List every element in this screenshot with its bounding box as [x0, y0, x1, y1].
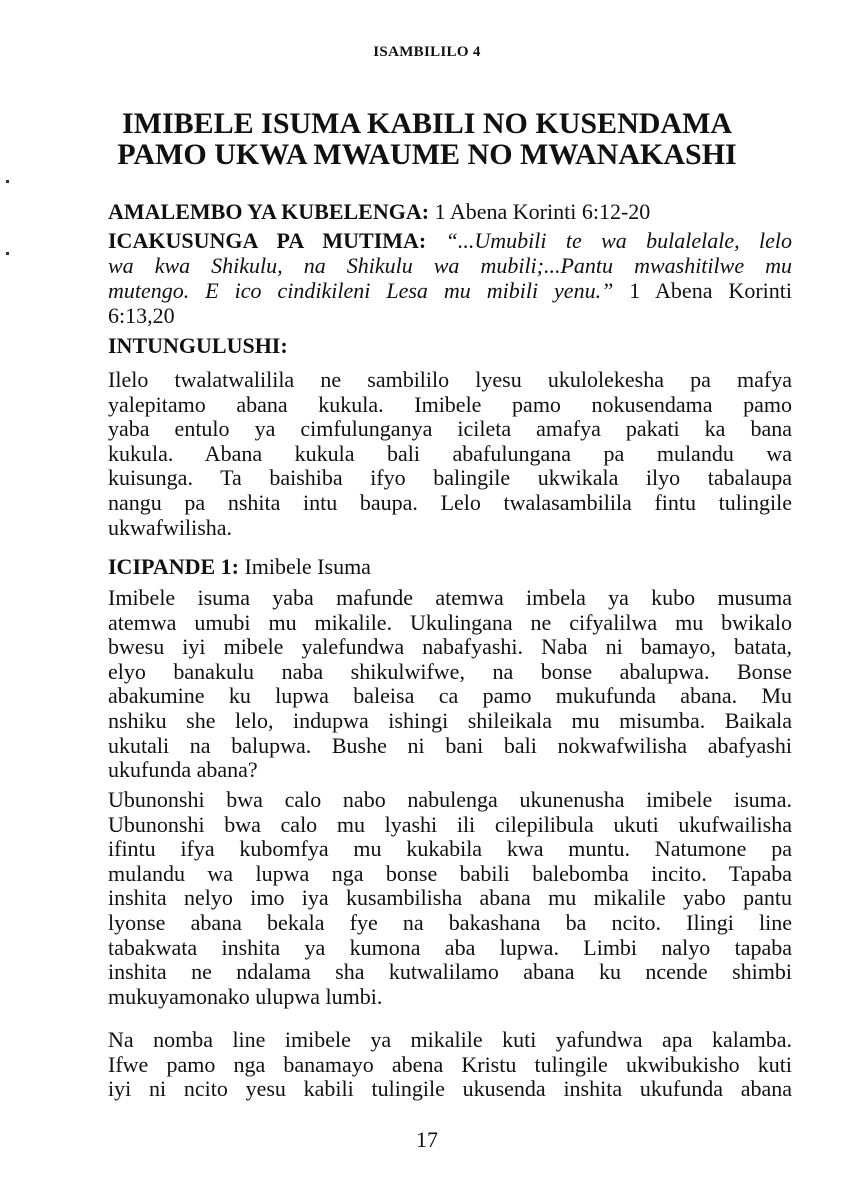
- running-head: ISAMBILILO 4: [373, 44, 481, 60]
- chapter-title: [0, 108, 854, 170]
- text-line: ukwafwilisha.: [108, 514, 233, 540]
- text-line: Imibele isuma yaba mafunde atemwa imbela ya kubo musuma: [108, 585, 792, 610]
- text-line: Na nomba line imibele ya mikalile kuti yafundwa apa kalamba.: [108, 1027, 792, 1052]
- text-line: elyo banakulu naba shikulwifwe, na bonse abalupwa. Bonse: [108, 658, 792, 684]
- memory-verse-ref: 1 Abena Korinti: [613, 278, 792, 303]
- text-line: tabakwata inshita ya kumona aba lupwa. Limbi nalyo tapaba: [108, 934, 792, 960]
- paragraph-4: [108, 1028, 792, 1102]
- text-line: kuisunga. Ta baishiba ifyo balingile ukwikala ilyo tabalaupa: [108, 465, 792, 491]
- text-line: atemwa umubi mu mikalile. Ukulingana ne cifyalilwa mu bwikalo: [108, 609, 792, 635]
- text-line: lyonse abana bekala fye na bakashana ba ncito. Ilingi line: [108, 909, 792, 935]
- text-line: kukula. Abana kukula bali abafulungana pa mulandu wa: [108, 440, 792, 466]
- text-line: ukutali na balupwa. Bushe ni bani bali nokwafwilisha abafyashi: [108, 732, 792, 758]
- text-line: yaba entulo ya cimfulunganya icileta amafya pakati ka bana: [108, 416, 792, 442]
- intro-paragraph: [108, 368, 792, 540]
- chapter-title-line: IMIBELE ISUMA KABILI NO KUSENDAMA: [121, 107, 733, 140]
- memory-verse-text: wa kwa Shikulu, na Shikulu wa mubili;...Pantu mwashitilwe mu: [108, 253, 792, 278]
- text-line: inshita nelyo imo iya kusambilisha abana mu mikalile yabo pantu: [108, 885, 792, 911]
- text-line: Ubunonshi bwa calo nabo nabulenga ukunenusha imibele isuma.: [108, 787, 792, 812]
- chapter-title-line: PAMO UKWA MWAUME NO MWANAKASHI: [117, 138, 737, 171]
- text-line: mulandu wa lupwa nga bonse babili balebomba incito. Tapaba: [108, 860, 792, 886]
- text-line: iyi ni ncito yesu kabili tulingile ukusenda inshita ukufunda abana: [108, 1076, 792, 1102]
- text-line: yalepitamo abana kukula. Imibele pamo nokusendama pamo: [108, 391, 792, 417]
- text-line: Ifwe pamo nga banamayo abena Kristu tulingile ukwibukisho kuti: [108, 1051, 792, 1077]
- memory-verse-text: mutengo. E ico cindikileni Lesa mu mibili yenu.”: [108, 278, 614, 303]
- text-line: inshita ne ndalama sha kutwalilamo abana ku ncende shimbi: [108, 959, 792, 985]
- memory-verse-label: ICAKUSUNGA PA MUTIMA:: [108, 228, 427, 253]
- reading-label: AMALEMBO YA KUBELENGA:: [108, 199, 430, 224]
- memory-verse-text: “...Umubili te wa bulalelale, lelo: [426, 228, 792, 253]
- paragraph-2: [108, 586, 792, 783]
- section-heading: [108, 554, 792, 579]
- text-line: abakumine ku lupwa baleisa ca pamo mukufunda abana. Mu: [108, 683, 792, 709]
- reading-value: 1 Abena Korinti 6:12-20: [429, 199, 651, 224]
- text-line: Ubunonshi bwa calo mu lyashi ili cilepilibula ukuti ukufwailisha: [108, 811, 792, 837]
- section-label: ICIPANDE 1:: [108, 554, 239, 579]
- intro-heading: [108, 333, 792, 358]
- text-line: mukuyamonako ulupwa lumbi.: [108, 983, 383, 1009]
- intro-heading-text: INTUNGULUSHI:: [108, 333, 288, 358]
- text-line: ifintu ifya kubomfya mu kukabila kwa muntu. Natumone pa: [108, 836, 792, 862]
- text-line: Ilelo twalatwalilila ne sambililo lyesu ukulolekesha pa mafya: [108, 367, 792, 392]
- paragraph-3: [108, 788, 792, 1009]
- page-number: 17: [416, 1127, 438, 1152]
- section-value: Imibele Isuma: [238, 554, 371, 579]
- scan-mark: [6, 180, 9, 183]
- text-line: nshiku she lelo, indupwa ishingi shileikala mu misumba. Baikala: [108, 707, 792, 733]
- reading-line: [108, 199, 792, 224]
- memory-verse: [108, 228, 792, 328]
- text-line: ukufunda abana?: [108, 757, 258, 783]
- scan-mark: [6, 252, 9, 255]
- memory-verse-ref: 6:13,20: [108, 303, 175, 328]
- text-line: bwesu iyi mibele yalefundwa nabafyashi. Naba ni bamayo, batata,: [108, 634, 792, 660]
- text-line: nangu pa nshita intu baupa. Lelo twalasambilila fintu tulingile: [108, 489, 792, 515]
